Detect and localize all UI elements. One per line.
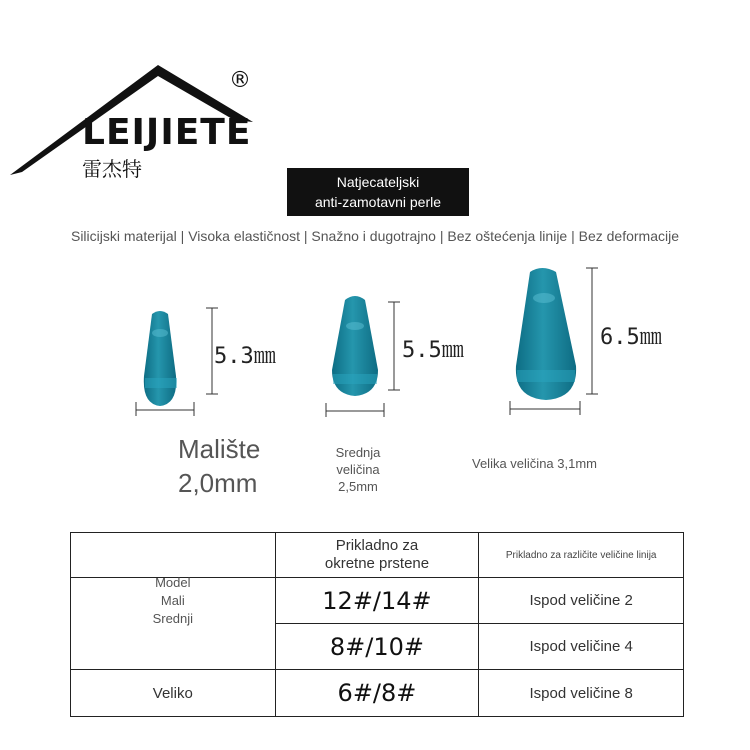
bead-medium-label-line3: 2,5mm	[338, 479, 378, 494]
header-cell-empty	[71, 533, 276, 578]
ring-size-cell: 12#/14#	[275, 578, 479, 624]
bead-large-height: 6.5㎜	[600, 325, 662, 350]
model-line-model: Model	[155, 575, 191, 590]
table-header-row	[71, 533, 684, 578]
header-rings-line1: Prikladno za	[335, 537, 419, 554]
title-line-1: Natjecateljski	[336, 174, 420, 190]
ring-size-cell: 6#/8#	[275, 670, 479, 717]
line-size-cell: Ispod veličine 8	[479, 670, 684, 717]
line-size-cell: Ispod veličine 4	[479, 624, 684, 670]
bead-medium-label	[320, 444, 396, 495]
bead-medium-label-line2: veličina	[336, 462, 380, 477]
logo-wordmark: LEIJIETE	[82, 112, 252, 153]
logo-chinese-name: 雷杰特	[82, 157, 142, 181]
table-row	[71, 670, 684, 717]
line-size-cell: Ispod veličine 2	[479, 578, 684, 624]
model-cell	[71, 575, 276, 670]
header-cell-line: Prikladno za različite veličine linija	[479, 533, 684, 578]
table-row	[71, 578, 684, 624]
registered-mark: ®	[229, 68, 251, 93]
title-line-2: anti-zamotavni perle	[314, 194, 442, 210]
model-line-srednji: Srednji	[152, 611, 194, 626]
header-rings-line2: okretne prstene	[324, 555, 430, 572]
product-title-box	[287, 168, 469, 216]
header-cell-rings	[275, 533, 479, 578]
bead-small-height: 5.3㎜	[214, 344, 276, 369]
model-cell: Veliko	[71, 670, 276, 717]
size-table	[70, 532, 684, 717]
bead-large-label: Velika veličina 3,1mm	[472, 456, 597, 471]
ring-size-cell: 8#/10#	[275, 624, 479, 670]
bead-medium-height: 5.5㎜	[402, 338, 464, 363]
bead-medium-label-line1: Srednja	[335, 445, 381, 460]
bead-small-label-line1: Malište	[178, 434, 261, 464]
bead-large-icon	[500, 262, 610, 422]
bead-small-label-line2: 2,0mm	[178, 468, 258, 498]
bead-small-label	[178, 432, 260, 500]
model-line-mali: Mali	[160, 593, 185, 608]
feature-list: Silicijski materijal | Visoka elastičnost | Snažno i dugotrajno | Bez oštećenja linije | Bez deformacije	[70, 228, 680, 244]
